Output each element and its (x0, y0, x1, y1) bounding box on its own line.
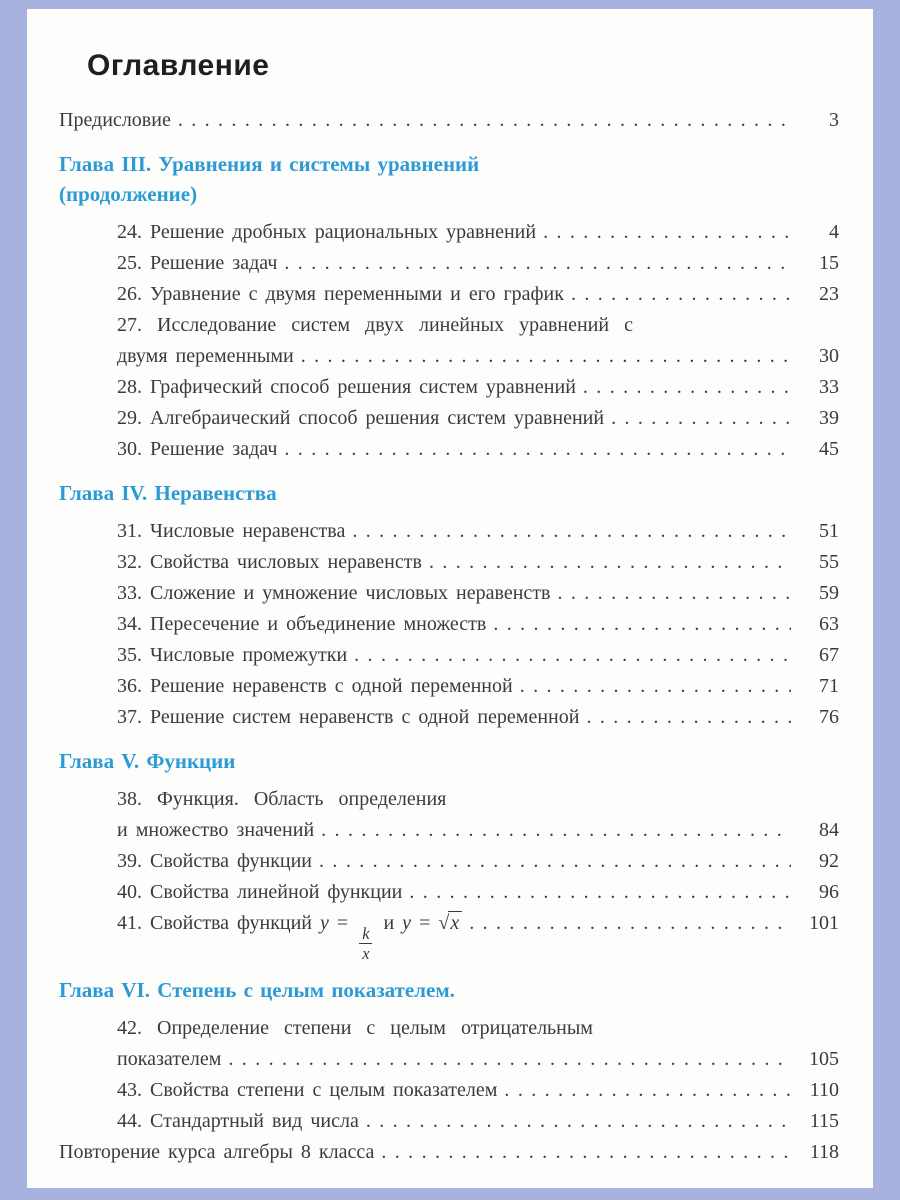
toc-entry-text: 32. Свойства числовых неравенств (117, 551, 422, 573)
chapter-heading (59, 478, 839, 508)
dot-leader (543, 217, 791, 248)
sqrt-expression: √x (438, 912, 462, 934)
page-number: 39 (819, 407, 839, 429)
dot-leader (381, 1137, 791, 1168)
toc-row (117, 434, 839, 465)
dot-leader (284, 434, 791, 465)
toc-entry (59, 434, 839, 465)
page-number: 3 (829, 109, 839, 131)
page-sheet (27, 9, 873, 1188)
toc-row (117, 784, 839, 815)
toc-row (117, 279, 839, 310)
page-number: 118 (809, 1141, 839, 1164)
page-number: 110 (809, 1079, 839, 1102)
toc-row (117, 547, 839, 578)
toc-entry (59, 784, 839, 846)
chapter-heading-line: Глава VI. Степень с целым показателем. (59, 978, 455, 1003)
toc-entry (59, 671, 839, 702)
toc-entry (59, 372, 839, 403)
math-var: y (402, 912, 412, 934)
toc-entry-text: 40. Свойства линейной функции (117, 881, 403, 903)
toc-row (117, 341, 839, 372)
toc-entry-text: 37. Решение систем неравенств с одной переменной (117, 706, 580, 728)
toc-row (117, 1075, 839, 1106)
toc-entry (59, 403, 839, 434)
toc-entry-text: Повторение курса алгебры 8 класса (59, 1141, 375, 1164)
toc-entry-text: 31. Числовые неравенства (117, 520, 346, 542)
dot-leader (571, 279, 791, 310)
toc-entry-text: 35. Числовые промежутки (117, 644, 348, 666)
toc-row (59, 105, 839, 136)
toc-entry-text: 34. Пересечение и объединение множеств (117, 613, 487, 635)
toc-entry (59, 1013, 839, 1075)
toc-row (117, 908, 839, 962)
dot-leader (611, 403, 791, 434)
toc-entry-text: двумя переменными (117, 345, 294, 367)
toc-entry-text: 36. Решение неравенств с одной переменной (117, 675, 513, 697)
page-number: 23 (819, 283, 839, 305)
toc-entry-text: показателем (117, 1048, 222, 1071)
toc-entry-text: 42. Определение степени с целым отрицательным (117, 1017, 593, 1040)
page-number: 51 (819, 520, 839, 542)
page-title: Оглавление (87, 49, 270, 82)
dot-leader (469, 908, 791, 939)
page-number: 96 (819, 881, 839, 903)
page-number: 92 (819, 850, 839, 872)
toc-row (117, 403, 839, 434)
page-number: 59 (819, 582, 839, 604)
toc-entry (59, 609, 839, 640)
toc-entry (59, 702, 839, 733)
toc-entry-text: и множество значений (117, 819, 315, 841)
toc-row (117, 846, 839, 877)
toc-list (59, 105, 839, 1168)
dot-leader (319, 846, 791, 877)
toc-row (117, 1044, 839, 1075)
toc-row (117, 877, 839, 908)
dot-leader (284, 248, 791, 279)
toc-entry (59, 547, 839, 578)
sqrt-radicand: x (448, 911, 462, 934)
toc-entry (59, 877, 839, 908)
toc-entry (59, 1075, 839, 1106)
toc-row (117, 609, 839, 640)
page-number: 84 (819, 819, 839, 841)
toc-entry (59, 105, 839, 136)
toc-entry (59, 1137, 839, 1168)
toc-entry-text: 28. Графический способ решения систем уравнений (117, 376, 576, 398)
toc-entry-text: 26. Уравнение с двумя переменными и его график (117, 283, 564, 305)
page-number: 76 (819, 706, 839, 728)
toc-row (59, 1137, 839, 1168)
page-number: 45 (819, 438, 839, 460)
toc-row (117, 578, 839, 609)
dot-leader (429, 547, 791, 578)
toc-entry-text: 33. Сложение и умножение числовых неравенств (117, 582, 551, 604)
page-number: 55 (819, 551, 839, 573)
page-number: 63 (819, 613, 839, 635)
dot-leader (409, 877, 791, 908)
toc-entry-text: 27. Исследование систем двух линейных уравнений с (117, 314, 633, 336)
page-number: 105 (809, 1048, 839, 1071)
page-number: 71 (819, 675, 839, 697)
toc-entry-text: 41. Свойства функций y = $\frac{k}{x}$ и y = √x (117, 908, 462, 962)
dot-leader (321, 815, 791, 846)
toc-entry (59, 1106, 839, 1137)
math-var: y (320, 912, 329, 934)
dot-leader (301, 341, 791, 372)
page-number: 15 (819, 252, 839, 274)
chapter-heading (59, 746, 839, 776)
fraction-numerator: k (359, 925, 372, 944)
dot-leader (493, 609, 791, 640)
toc-entry-text: 30. Решение задач (117, 438, 278, 460)
toc-entry-text: 25. Решение задач (117, 252, 278, 274)
dot-leader (366, 1106, 791, 1137)
chapter-heading-line: Глава V. Функции (59, 749, 236, 773)
toc-entry-text: 39. Свойства функции (117, 850, 313, 872)
chapter-heading (59, 975, 839, 1005)
page-number: 101 (809, 912, 839, 934)
toc-row (117, 516, 839, 547)
page-number: 33 (819, 376, 839, 398)
chapter-heading-line: (продолжение) (59, 182, 198, 206)
toc-row (117, 702, 839, 733)
dot-leader (354, 640, 791, 671)
toc-row (117, 1013, 839, 1044)
toc-row (117, 815, 839, 846)
dot-leader (520, 671, 791, 702)
toc-entry (59, 248, 839, 279)
dot-leader (586, 702, 791, 733)
toc-row (117, 310, 839, 341)
toc-entry (59, 279, 839, 310)
page-number: 67 (819, 644, 839, 666)
toc-row (117, 217, 839, 248)
toc-entry (59, 217, 839, 248)
fraction-denominator: x (362, 944, 370, 964)
toc-entry (59, 640, 839, 671)
toc-entry-text: 24. Решение дробных рациональных уравнений (117, 221, 537, 243)
toc-entry-text: Предисловие (59, 109, 171, 131)
chapter-heading-line: Глава III. Уравнения и системы уравнений (59, 152, 480, 176)
toc-entry-text: 44. Стандартный вид числа (117, 1110, 359, 1133)
dot-leader (352, 516, 791, 547)
dot-leader (583, 372, 791, 403)
page-number: 30 (819, 345, 839, 367)
toc-entry-text: 38. Функция. Область определения (117, 788, 447, 810)
dot-leader (178, 105, 791, 136)
fraction (359, 925, 372, 962)
toc-row (117, 1106, 839, 1137)
toc-row (117, 248, 839, 279)
page-number: 4 (829, 221, 839, 243)
toc-entry (59, 516, 839, 547)
toc-entry (59, 846, 839, 877)
chapter-heading-line: Глава IV. Неравенства (59, 481, 277, 505)
dot-leader (557, 578, 791, 609)
toc-entry-text: 29. Алгебраический способ решения систем уравнений (117, 407, 605, 429)
toc-entry-text: 43. Свойства степени с целым показателем (117, 1079, 498, 1102)
toc-entry (59, 578, 839, 609)
toc-row (117, 640, 839, 671)
toc-row (117, 671, 839, 702)
page-number: 115 (809, 1110, 839, 1133)
toc-row (117, 372, 839, 403)
toc-entry (59, 908, 839, 962)
chapter-heading (59, 149, 839, 209)
dot-leader (228, 1044, 791, 1075)
toc-entry (59, 310, 839, 372)
dot-leader (504, 1075, 791, 1106)
